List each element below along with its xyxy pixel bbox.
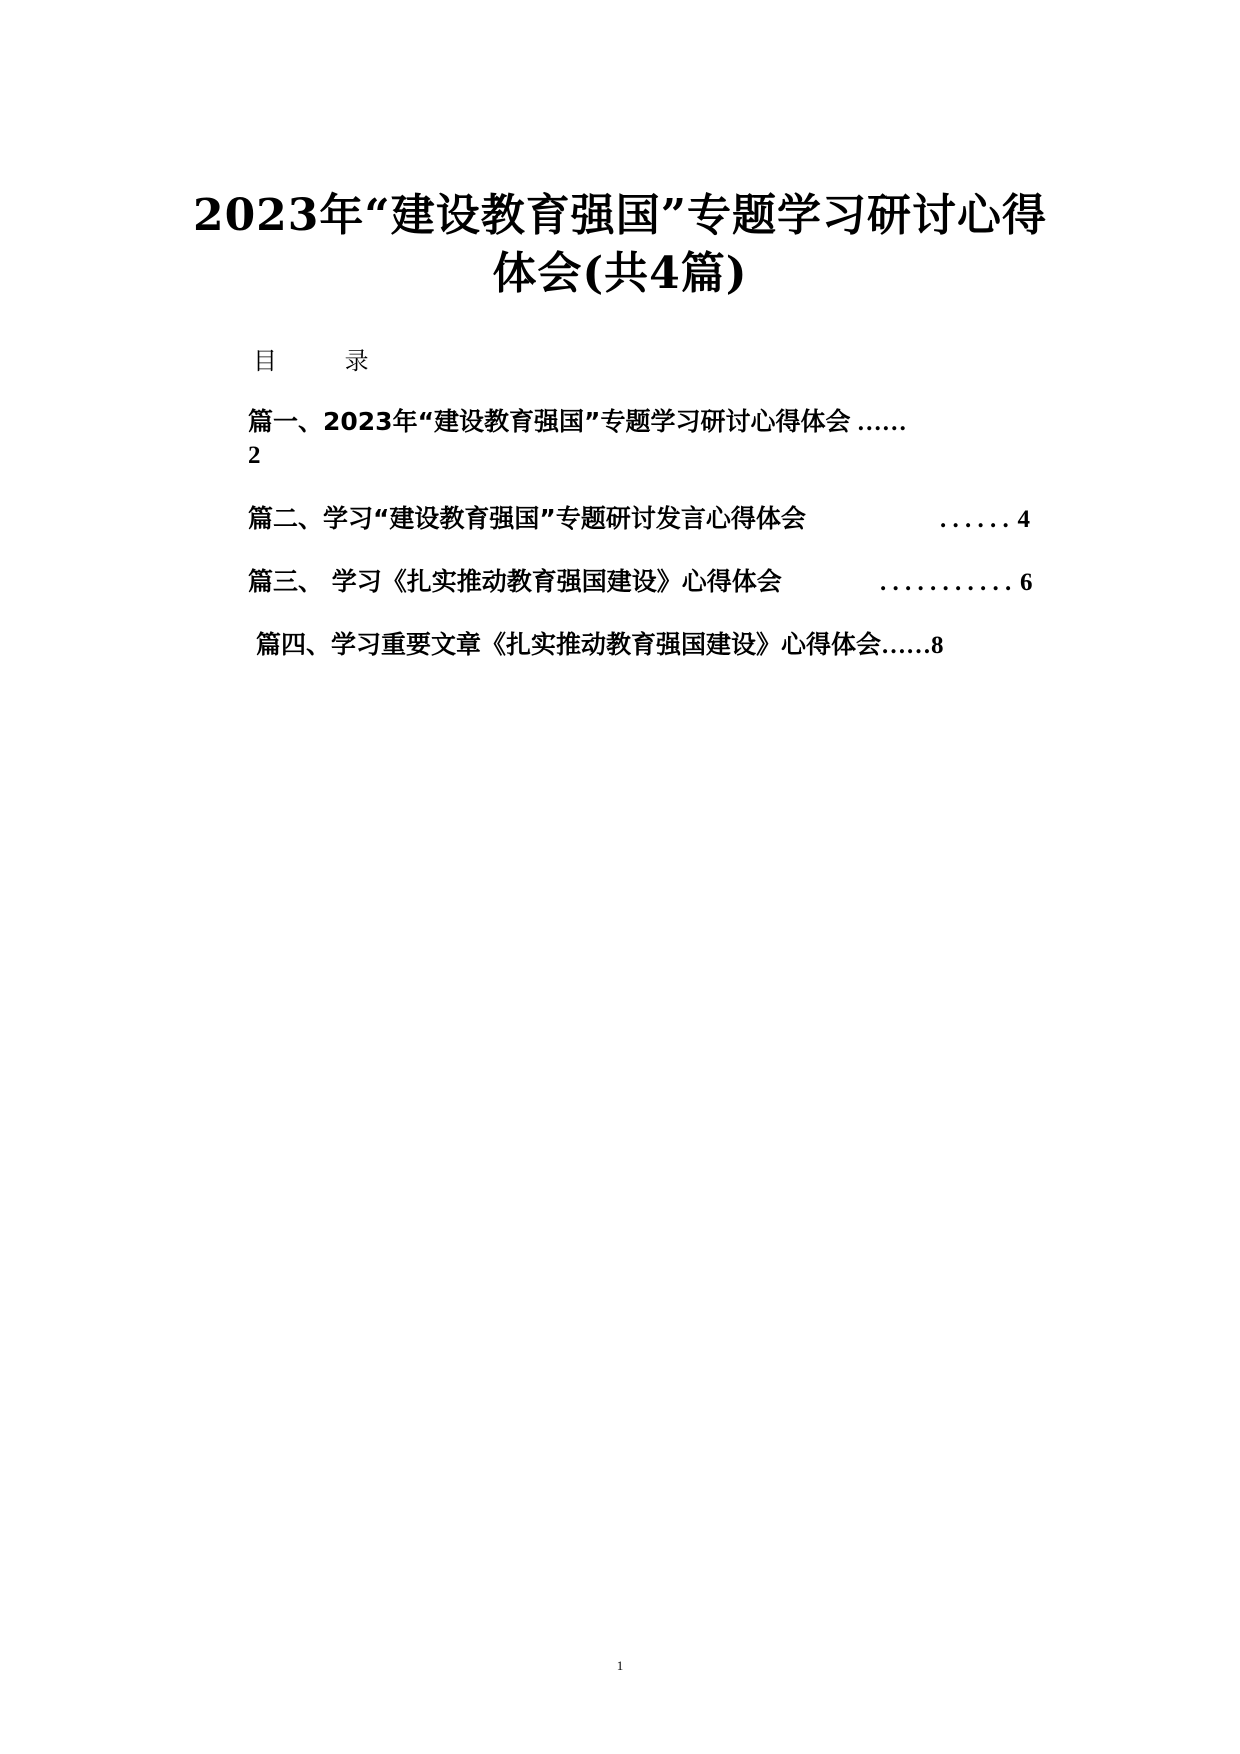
toc-page-number: 2: [248, 442, 261, 469]
toc-entry-1[interactable]: [248, 405, 907, 440]
toc-page-number: 8: [931, 632, 944, 659]
toc-entry-label: 篇三、 学习《扎实推动教育强国建设》心得体会: [248, 567, 782, 596]
toc-leader-dots: . . . . . . . . . . .: [880, 569, 1012, 596]
toc-page-number: 4: [1017, 506, 1030, 533]
page-number: 1: [616, 1658, 624, 1673]
toc-entry-label: 篇四、学习重要文章《扎实推动教育强国建设》心得体会: [256, 630, 882, 659]
toc-entry-2[interactable]: [248, 502, 1030, 536]
toc-page-number: 6: [1019, 569, 1033, 596]
document-title-line-1: 2023年“建设教育强国”专题学习研讨心得: [192, 190, 1048, 241]
toc-leader-dots: ……: [881, 632, 932, 659]
toc-leader-dots: . . . . . .: [940, 506, 1009, 533]
toc-leader-dots: ……: [850, 409, 907, 436]
toc-heading: 目 录: [253, 347, 399, 375]
toc-entry-label: 篇一、2023年“建设教育强国”专题学习研讨心得体会: [248, 407, 851, 436]
toc-entry-label: 篇二、学习“建设教育强国”专题研讨发言心得体会: [248, 504, 806, 533]
document-title-line-2: 体会(共4篇): [492, 248, 748, 299]
toc-entry-3[interactable]: [248, 565, 1033, 599]
toc-entry-1-page: [248, 438, 261, 473]
toc-entry-4[interactable]: [256, 628, 944, 663]
